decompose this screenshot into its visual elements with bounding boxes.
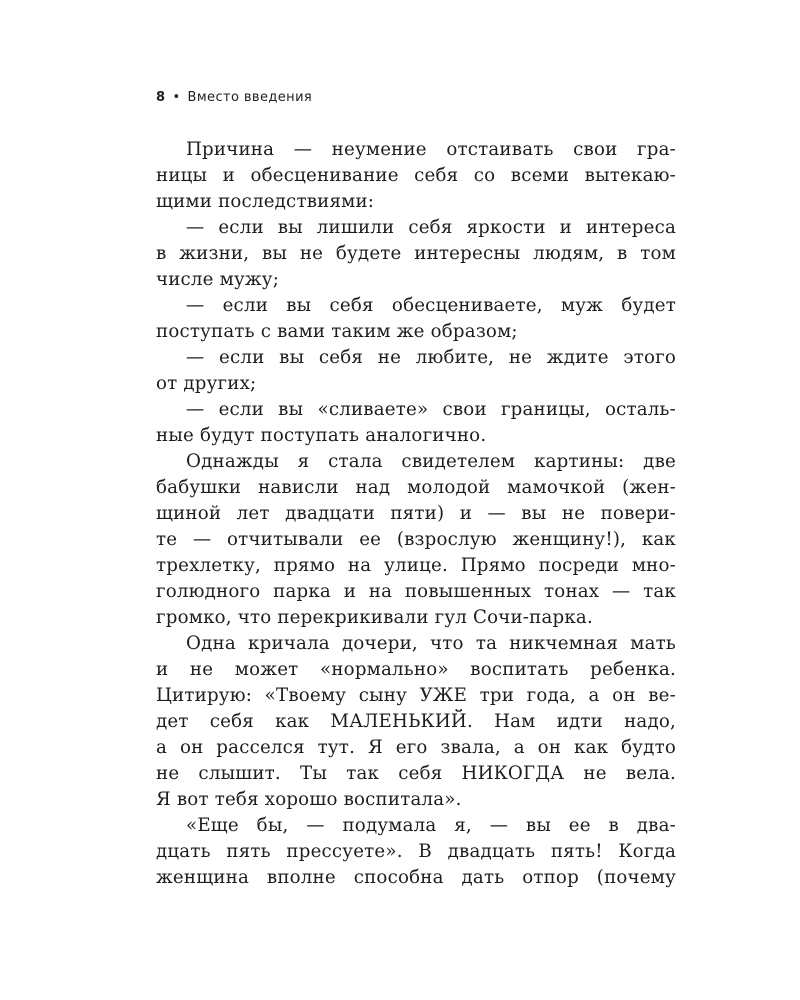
text-line: бабушки нависли над молодой мамочкой (жен- xyxy=(156,477,676,498)
text-line: — если вы себя не любите, не ждите этого xyxy=(186,347,676,368)
text-line: трехлетку, прямо на улице. Прямо посреди мно- xyxy=(156,555,676,576)
text-line: голюдного парка и на повышенных тонах — так xyxy=(156,581,676,602)
text-line: дцать пять прессуете». В двадцать пять! Когда xyxy=(156,841,676,862)
page-number: 8 xyxy=(156,90,166,105)
header-separator: • xyxy=(172,90,181,105)
text-line: громко, что перекрикивали гул Сочи-парка. xyxy=(156,607,593,628)
text-line: Цитирую: «Твоему сыну УЖЕ три года, а он ве- xyxy=(156,685,676,706)
text-line: дет себя как МАЛЕНЬКИЙ. Нам идти надо, xyxy=(156,711,676,732)
text-line: ные будут поступать аналогично. xyxy=(156,425,487,446)
text-line: — если вы лишили себя яркости и интереса xyxy=(186,217,676,238)
text-line: те — отчитывали ее (взрослую женщину!), как xyxy=(156,529,676,550)
body-text xyxy=(156,137,676,891)
text-line: «Еще бы, — подумала я, — вы ее в два- xyxy=(186,815,676,836)
text-line: ницы и обесценивание себя со всеми вытекаю- xyxy=(156,165,676,186)
text-line: не слышит. Ты так себя НИКОГДА не вела. xyxy=(156,763,676,784)
text-line: — если вы «сливаете» свои границы, осталь- xyxy=(186,399,676,420)
text-line: щиной лет двадцати пяти) и — вы не повери- xyxy=(156,503,676,524)
section-title: Вместо введения xyxy=(187,90,313,105)
text-line: — если вы себя обесцениваете, муж будет xyxy=(186,295,676,316)
text-line: щими последствиями: xyxy=(156,191,375,212)
text-line: Однажды я стала свидетелем картины: две xyxy=(186,451,676,472)
text-line: и не может «нормально» воспитать ребенка. xyxy=(156,659,676,680)
text-line: Я вот тебя хорошо воспитала». xyxy=(156,789,462,810)
text-line: а он расселся тут. Я его звала, а он как будто xyxy=(156,737,676,758)
text-line: числе мужу; xyxy=(156,269,280,290)
text-line: Причина — неумение отстаивать свои гра- xyxy=(186,139,676,160)
text-line: в жизни, вы не будете интересны людям, в том xyxy=(156,243,676,264)
running-head xyxy=(156,90,312,105)
text-line: поступать с вами таким же образом; xyxy=(156,321,518,342)
text-line: женщина вполне способна дать отпор (почему xyxy=(156,867,676,888)
text-line: Одна кричала дочери, что та никчемная мать xyxy=(186,633,676,654)
text-line: от других; xyxy=(156,373,257,394)
